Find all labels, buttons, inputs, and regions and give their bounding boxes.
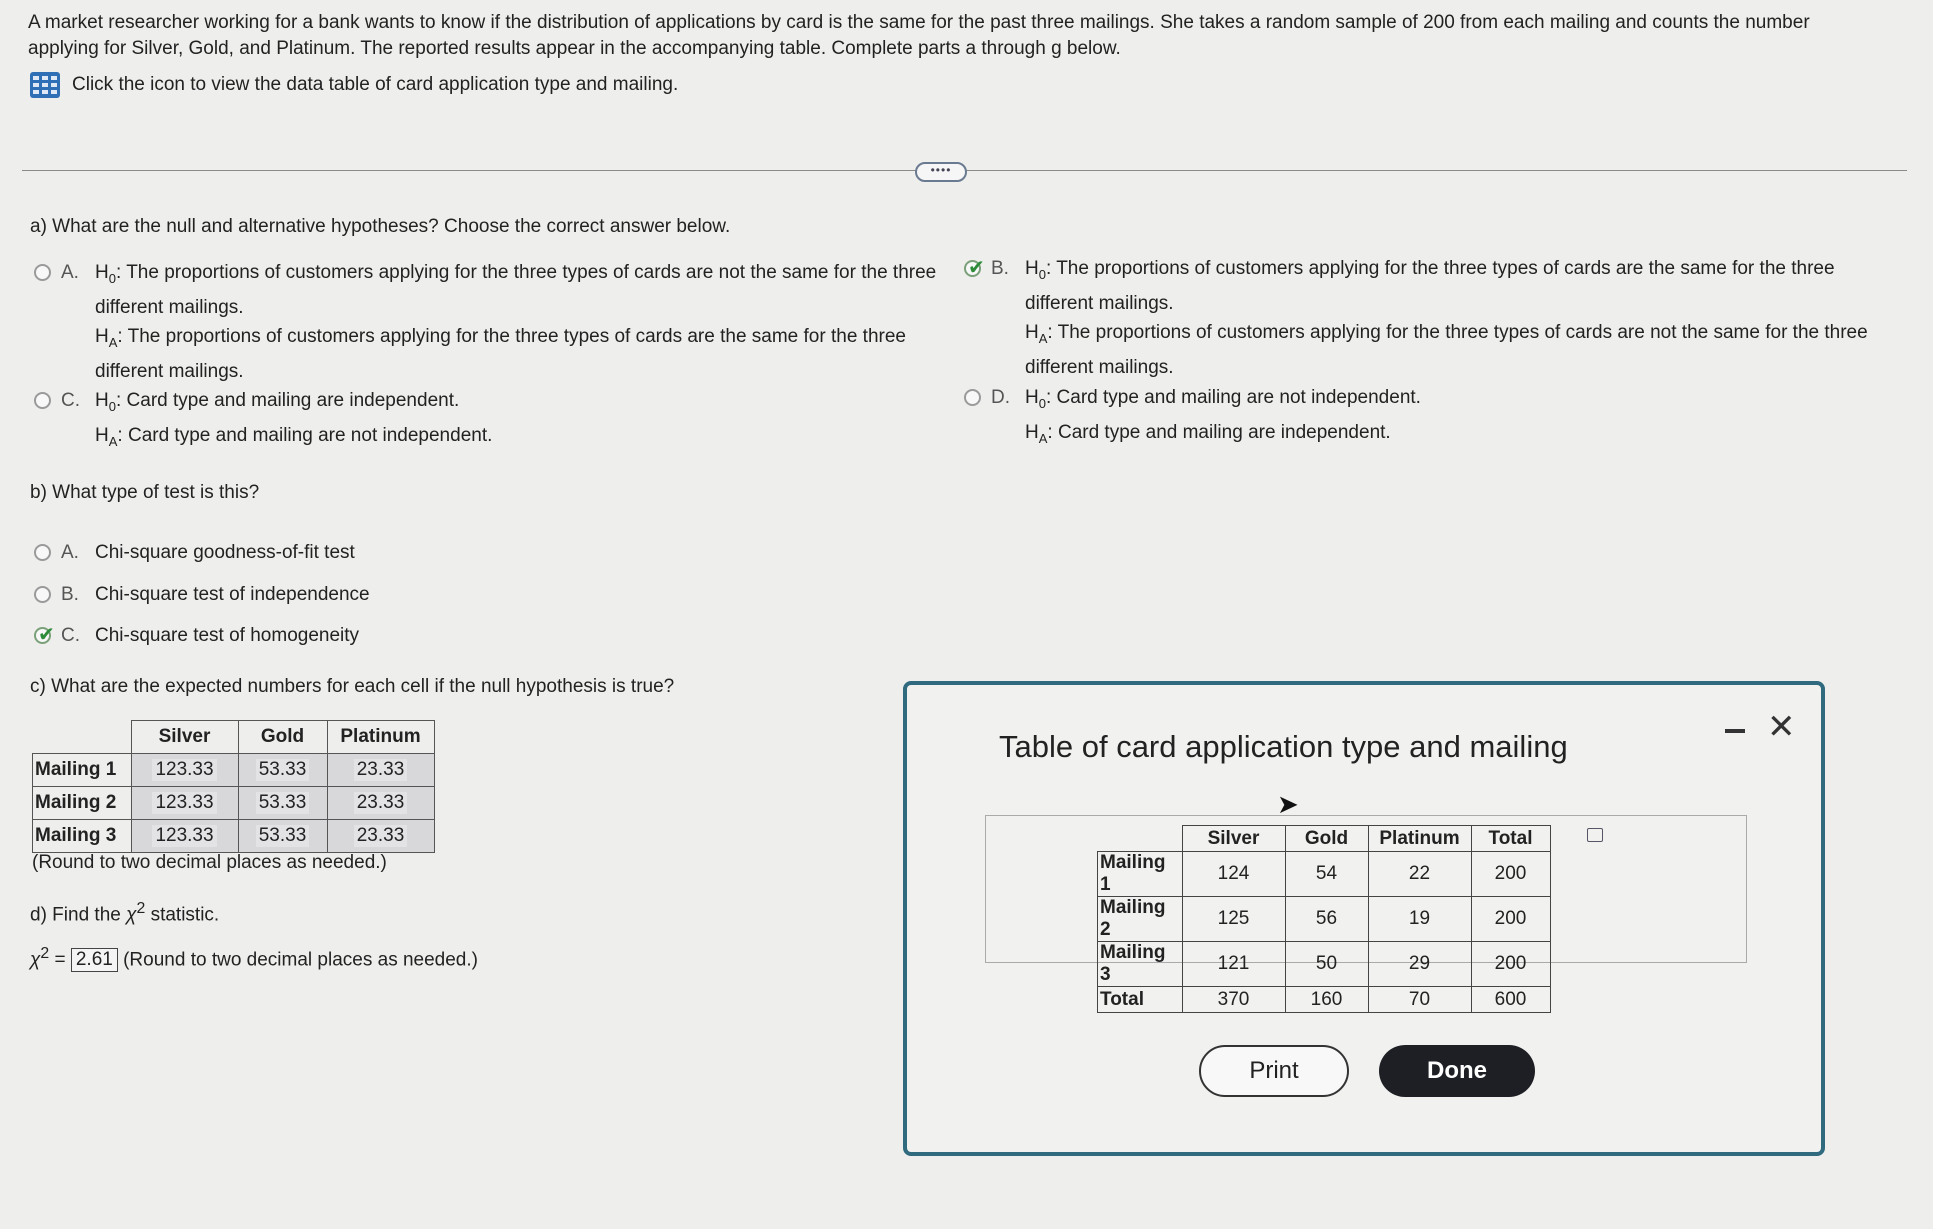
column-header: Gold bbox=[1285, 826, 1368, 852]
ha-text: Card type and mailing are independent. bbox=[1057, 421, 1391, 443]
answer-cell[interactable]: 53.33 bbox=[238, 787, 327, 820]
table-cell: 54 bbox=[1285, 852, 1368, 897]
ha-text: The proportions of customers applying for the three types of cards are not the same for the three different mailings. bbox=[1025, 321, 1868, 378]
done-button[interactable]: Done bbox=[1379, 1045, 1535, 1097]
checkmark-icon: ✔ bbox=[968, 257, 985, 279]
part-a-option-a[interactable]: A. $H_0$: The proportions of customers applying for the three types of cards are not the same for the three different mailings. $H_A$: The proportions of customers applying for the three types of cards are the same for the three different mailings. bbox=[34, 258, 954, 386]
table-cell: 200 bbox=[1471, 852, 1550, 897]
part-b-option-b[interactable]: B. Chi-square test of independence bbox=[34, 580, 370, 609]
table-row bbox=[1098, 987, 1551, 1013]
table-row bbox=[33, 787, 435, 820]
table-row bbox=[33, 820, 435, 853]
column-header: Total bbox=[1471, 826, 1550, 852]
answer-cell[interactable]: 23.33 bbox=[327, 754, 434, 787]
table-cell: 70 bbox=[1368, 987, 1471, 1013]
problem-statement: A market researcher working for a bank wants to know if the distribution of applications by card is the same for the past three mailings. She takes a random sample of 200 from each mailing and counts the number applying for Silver, Gold, and Platinum. The reported results appear in the accompanying table. Complete parts a through g below. bbox=[28, 12, 1810, 59]
radio-button-selected[interactable] bbox=[964, 257, 985, 279]
mouse-cursor-icon: ➤ bbox=[1277, 789, 1299, 819]
table-cell: 370 bbox=[1182, 987, 1285, 1013]
ha-text: The proportions of customers applying for the three types of cards are the same for the three different mailings. bbox=[95, 325, 906, 382]
copy-icon[interactable] bbox=[1587, 828, 1603, 842]
table-row bbox=[33, 754, 435, 787]
radio-button[interactable] bbox=[34, 544, 51, 561]
table-cell: 200 bbox=[1471, 897, 1550, 942]
radio-button-selected[interactable] bbox=[34, 624, 55, 646]
ha-text: Card type and mailing are not independent. bbox=[127, 424, 493, 446]
row-header: Mailing 1 bbox=[33, 754, 132, 787]
minimize-icon[interactable] bbox=[1725, 729, 1745, 733]
part-a-option-b[interactable]: ✔ B. $H_0$: The proportions of customers applying for the three types of cards are the same for the three different mailings. $H_A$: The proportions of customers applying for the three types of cards are not the same for the three different mailings. bbox=[964, 254, 1884, 382]
chi-square-input[interactable]: 2.61 bbox=[71, 948, 118, 972]
row-header: Total bbox=[1098, 987, 1183, 1013]
answer-cell[interactable]: 123.33 bbox=[131, 754, 238, 787]
radio-button[interactable] bbox=[34, 264, 51, 281]
table-cell: 19 bbox=[1368, 897, 1471, 942]
column-header: Platinum bbox=[1368, 826, 1471, 852]
answer-cell[interactable]: 123.33 bbox=[131, 820, 238, 853]
table-cell: 22 bbox=[1368, 852, 1471, 897]
table-cell: 600 bbox=[1471, 987, 1550, 1013]
print-button[interactable]: Print bbox=[1199, 1045, 1349, 1097]
answer-cell[interactable]: 53.33 bbox=[238, 754, 327, 787]
h0-text: The proportions of customers applying for the three types of cards are the same for the three different mailings. bbox=[1025, 258, 1835, 314]
radio-button[interactable] bbox=[964, 389, 981, 406]
part-a-option-c[interactable]: C. $H_0$: Card type and mailing are independent. $H_A$: Card type and mailing are not independent. bbox=[34, 386, 934, 456]
table-cell: 200 bbox=[1471, 942, 1550, 987]
h0-text: Card type and mailing are independent. bbox=[126, 390, 460, 411]
expected-counts-table bbox=[32, 720, 435, 853]
row-header: Mailing 3 bbox=[1098, 942, 1183, 987]
h0-text: The proportions of customers applying for the three types of cards are not the same for the three different mailings. bbox=[95, 262, 937, 318]
table-cell: 124 bbox=[1182, 852, 1285, 897]
row-header: Mailing 1 bbox=[1098, 852, 1183, 897]
h0-text: Card type and mailing are not independent. bbox=[1056, 387, 1421, 408]
table-cell: 160 bbox=[1285, 987, 1368, 1013]
radio-button[interactable] bbox=[34, 586, 51, 603]
answer-cell[interactable]: 53.33 bbox=[238, 820, 327, 853]
row-header: Mailing 2 bbox=[1098, 897, 1183, 942]
part-b-option-a[interactable]: A. Chi-square goodness-of-fit test bbox=[34, 538, 355, 567]
column-header: Silver bbox=[131, 721, 238, 754]
table-cell: 125 bbox=[1182, 897, 1285, 942]
row-header: Mailing 3 bbox=[33, 820, 132, 853]
table-row bbox=[1098, 942, 1551, 987]
table-cell: 121 bbox=[1182, 942, 1285, 987]
round-note: (Round to two decimal places as needed.) bbox=[123, 949, 478, 971]
modal-title: Table of card application type and mailing bbox=[999, 729, 1568, 764]
part-b-question: b) What type of test is this? bbox=[30, 482, 260, 503]
column-header: Gold bbox=[238, 721, 327, 754]
column-header: Platinum bbox=[327, 721, 434, 754]
close-icon[interactable]: ✕ bbox=[1767, 708, 1796, 746]
answer-cell[interactable]: 123.33 bbox=[131, 787, 238, 820]
answer-cell[interactable]: 23.33 bbox=[327, 787, 434, 820]
part-a-question: a) What are the null and alternative hypotheses? Choose the correct answer below. bbox=[30, 216, 731, 237]
card-application-table bbox=[1097, 825, 1551, 1013]
part-c-question: c) What are the expected numbers for each cell if the null hypothesis is true? bbox=[30, 676, 675, 697]
part-d-question: d) Find the $\chi^2$ statistic. bbox=[30, 900, 220, 926]
table-row bbox=[1098, 852, 1551, 897]
part-a-option-d[interactable]: D. $H_0$: Card type and mailing are not independent. $H_A$: Card type and mailing are independent. bbox=[964, 383, 1864, 453]
checkmark-icon: ✔ bbox=[38, 624, 55, 646]
data-table-link[interactable] bbox=[30, 72, 678, 98]
row-header: Mailing 2 bbox=[33, 787, 132, 820]
data-table-modal bbox=[903, 681, 1825, 1156]
radio-button[interactable] bbox=[34, 392, 51, 409]
data-table-link-text[interactable]: Click the icon to view the data table of card application type and mailing. bbox=[72, 74, 679, 95]
table-cell: 56 bbox=[1285, 897, 1368, 942]
more-button[interactable]: •••• bbox=[915, 162, 967, 182]
column-header: Silver bbox=[1182, 826, 1285, 852]
round-note: (Round to two decimal places as needed.) bbox=[32, 852, 387, 873]
chi-square-answer: $\chi^2 = 2.61$ (Round to two decimal places as needed.) bbox=[30, 945, 478, 971]
part-b-option-c[interactable]: ✔ C. Chi-square test of homogeneity bbox=[34, 621, 359, 650]
table-cell: 50 bbox=[1285, 942, 1368, 987]
table-cell: 29 bbox=[1368, 942, 1471, 987]
table-row bbox=[1098, 897, 1551, 942]
table-grid-icon[interactable] bbox=[30, 72, 60, 98]
answer-cell[interactable]: 23.33 bbox=[327, 820, 434, 853]
